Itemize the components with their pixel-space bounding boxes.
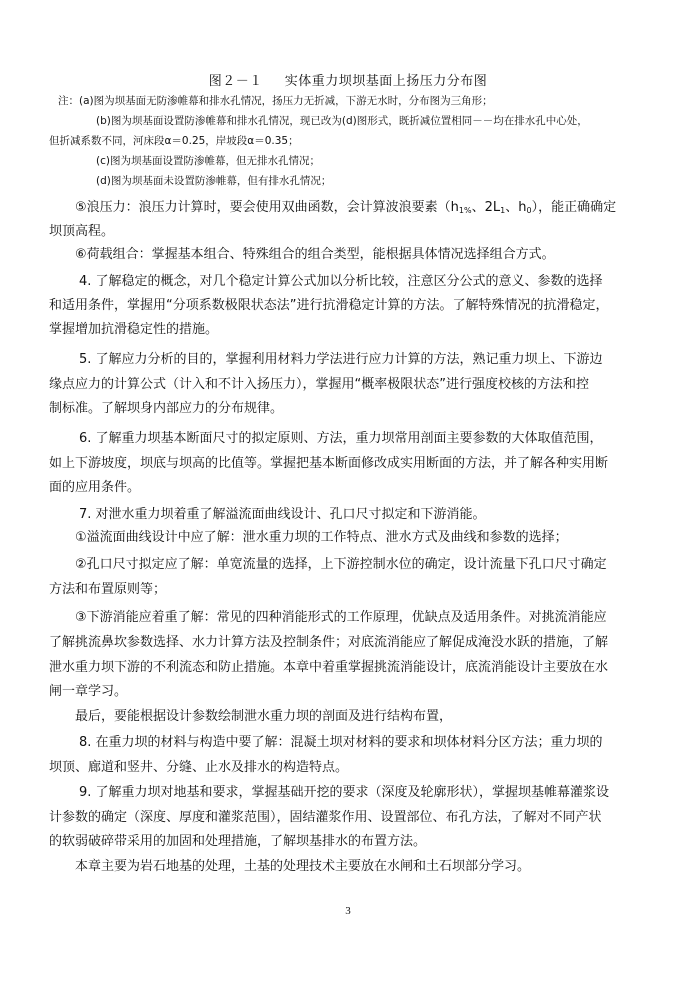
note-line-4: (c)图为坝基面设置防渗帷幕，但无排水孔情况； [96, 155, 320, 167]
figure-caption [0, 70, 696, 89]
section-5-line-2: 缘点应力的计算公式（计入和不计入扬压力），掌握用“概率极限状态”进行强度校核的方法和控 [49, 377, 589, 392]
wave-pressure-text-a: ⑤浪压力：浪压力计算时，要会使用双曲函数，会计算波浪要素（h [75, 200, 459, 215]
figure-title: 实体重力坝坝基面上扬压力分布图 [284, 74, 488, 89]
chapter-closing: 本章主要为岩石地基的处理，土基的处理技术主要放在水闸和土石坝部分学习。 [75, 859, 531, 874]
section-6-line-1: 6. 了解重力坝基本断面尺寸的拟定原则、方法，重力坝常用剖面主要参数的大体取值范围， [79, 431, 603, 446]
subscript-1pct: 1% [458, 206, 472, 215]
section-4-line-1: 4. 了解稳定的概念，对几个稳定计算公式加以分析比较，注意区分公式的意义、参数的选择 [79, 274, 603, 289]
section-7-line-1: 7. 对泄水重力坝着重了解溢流面曲线设计、孔口尺寸拟定和下游消能。 [79, 507, 486, 522]
section-5-line-1: 5. 了解应力分析的目的，掌握利用材料力学法进行应力计算的方法，熟记重力坝上、下游边 [79, 352, 603, 367]
note-line-1: 注：(a)图为坝基面无防渗帷幕和排水孔情况，扬压力无折减，下游无水时，分布图为三角形； [58, 95, 493, 107]
wave-pressure-line-2: 坝顶高程。 [49, 224, 115, 239]
section-4-line-3: 掌握增加抗滑稳定性的措施。 [49, 322, 219, 337]
section-9-line-1: 9. 了解重力坝对地基和要求，掌握基础开挖的要求（深度及轮廓形状），掌握坝基帷幕灌浆设 [79, 785, 610, 800]
section-8-line-1: 8. 在重力坝的材料与构造中要了解：混凝土坝对材料的要求和坝体材料分区方法；重力坝的 [79, 735, 603, 750]
note-line-2: (b)图为坝基面设置防渗帷幕和排水孔情况，现已改为(d)图形式，既折减位置相同－－均在排水孔中心处， [96, 115, 588, 127]
subscript-1: 1 [500, 206, 506, 215]
section-9-line-2: 计参数的确定（深度、厚度和灌浆范围），固结灌浆作用、设置部位、布孔方法，了解对不同产状 [49, 810, 602, 825]
subscript-0: 0 [526, 206, 532, 215]
figure-number: 图２－１ [208, 74, 263, 89]
section-7-item-1: ①溢流面曲线设计中应了解：泄水重力坝的工作特点、泄水方式及曲线和参数的选择； [75, 530, 568, 545]
section-6-line-3: 面的应用条件。 [49, 480, 141, 495]
section-7-item-3-line-4: 闸一章学习。 [49, 684, 128, 699]
section-7-item-2-line-1: ②孔口尺寸拟定应了解：单宽流量的选择，上下游控制水位的确定，设计流量下孔口尺寸确定 [75, 557, 607, 572]
final-requirement: 最后，要能根据设计参数绘制泄水重力坝的剖面及进行结构布置， [75, 709, 453, 724]
section-9-line-3: 的软弱破碎带采用的加固和处理措施，了解坝基排水的布置方法。 [49, 834, 427, 849]
page-number: 3 [345, 905, 351, 917]
wave-pressure-text-c: 、h [505, 200, 527, 215]
wave-pressure-text-d: ），能正确确定 [531, 200, 617, 215]
section-7-item-2-line-2: 方法和布置原则等； [49, 582, 167, 597]
wave-pressure-text-b: 、2L [471, 200, 501, 215]
section-7-item-3-line-3: 泄水重力坝下游的不利流态和防止措施。本章中着重掌握挑流消能设计，底流消能设计主要放在水 [49, 660, 609, 675]
wave-pressure-line-1 [75, 198, 616, 221]
section-6-line-2: 如上下游坡度，坝底与坝高的比值等。掌握把基本断面修改成实用断面的方法，并了解各种实用断 [49, 456, 609, 471]
section-7-item-3-line-1: ③下游消能应着重了解：常见的四种消能形式的工作原理，优缺点及适用条件。对挑流消能应 [75, 610, 607, 625]
load-combination: ⑥荷载组合：掌握基本组合、特殊组合的组合类型，能根据具体情况选择组合方式。 [75, 247, 555, 262]
note-line-3: 但折减系数不同，河床段α＝0.25，岸坡段α＝0.35； [49, 135, 299, 147]
section-7-item-3-line-2: 了解挑流鼻坎参数选择、水力计算方法及控制条件；对底流消能应了解促成淹没水跃的措施，了解 [49, 635, 609, 650]
section-8-line-2: 坝顶、廊道和竖井、分缝、止水及排水的构造特点。 [49, 760, 349, 775]
note-line-5: (d)图为坝基面未设置防渗帷幕，但有排水孔情况； [96, 175, 332, 187]
section-4-line-2: 和适用条件，掌握用“分项系数极限状态法”进行抗滑稳定计算的方法。了解特殊情况的抗滑稳定， [49, 298, 609, 313]
section-5-line-3: 制标准。了解坝身内部应力的分布规律。 [49, 401, 284, 416]
